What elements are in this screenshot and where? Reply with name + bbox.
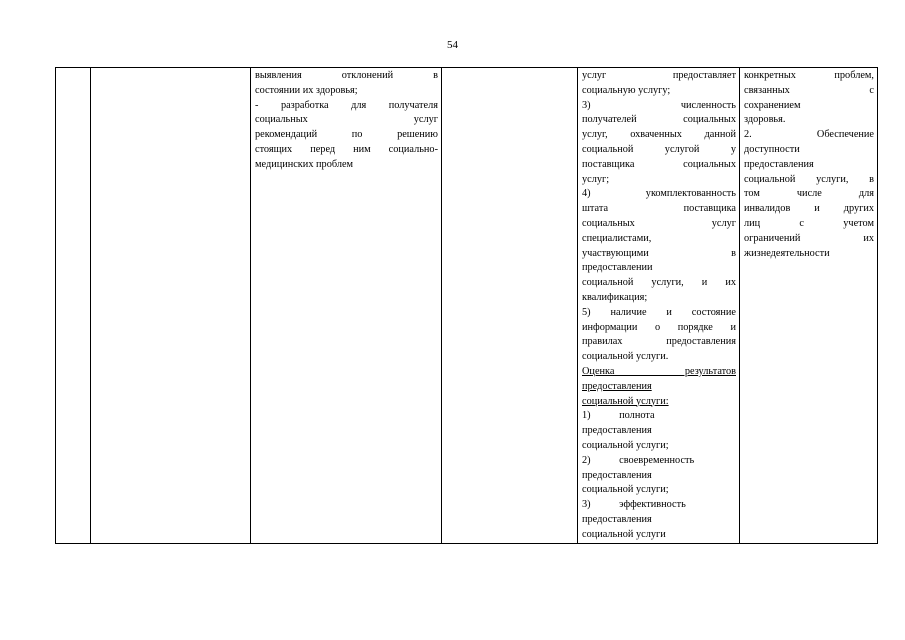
- text-line: штата поставщика: [582, 203, 736, 215]
- condition-lines: [744, 69, 874, 261]
- text-line: участвующими в: [582, 247, 736, 259]
- content-table: [55, 67, 878, 544]
- text-line: специалистами,: [582, 232, 652, 244]
- text-line: жизнедеятельности: [744, 247, 830, 259]
- cell-quality-indicators: [578, 68, 740, 544]
- text-line: услуг предоставляет: [582, 70, 736, 81]
- text-line: выявления отклонений в: [255, 70, 438, 81]
- text-line: предоставлении: [582, 262, 653, 274]
- text-line: услуг, охваченных данной: [582, 129, 736, 141]
- cell-service-conditions: [740, 68, 878, 544]
- text-line: информации о порядке и: [582, 321, 736, 333]
- text-line: социальной услуги;: [582, 484, 669, 496]
- text-line: состоянии их здоровья;: [255, 84, 358, 96]
- page-number: 54: [447, 39, 458, 51]
- text-line: доступности: [744, 143, 800, 155]
- cell-service-timeframe: [442, 68, 578, 544]
- text-line: социальной услуги, в: [744, 173, 874, 185]
- text-line: - разработка для получателя: [255, 99, 438, 111]
- cell-number: [56, 68, 91, 544]
- text-line: том числе для: [744, 188, 874, 200]
- text-line: предоставления: [582, 425, 652, 437]
- text-line: медицинских проблем: [255, 158, 354, 170]
- text-line: ограничений их: [744, 232, 874, 244]
- cell-service-name: [91, 68, 251, 544]
- text-line: Оценка результатов: [582, 365, 736, 377]
- text-line: 3) численность: [582, 99, 736, 111]
- text-line: правилах предоставления: [582, 336, 736, 348]
- text-line: связанных с: [744, 84, 874, 96]
- text-line: получателей социальных: [582, 114, 736, 126]
- description-lines: [255, 69, 438, 173]
- text-line: предоставления: [582, 380, 652, 392]
- indicator-lines: [582, 69, 736, 543]
- table-row: [56, 68, 878, 544]
- text-line: рекомендаций по решению: [255, 129, 438, 141]
- text-line: социальной услуги.: [582, 351, 669, 363]
- text-line: инвалидов и других: [744, 203, 874, 215]
- text-line: социальной услугой у: [582, 143, 736, 155]
- text-line: предоставления: [582, 469, 652, 481]
- text-line: квалификация;: [582, 291, 648, 303]
- text-line: сохранением: [744, 99, 801, 111]
- text-line: предоставления: [582, 513, 652, 525]
- text-line: социальной услуги;: [582, 439, 669, 451]
- text-line: социальной услуги, и их: [582, 277, 736, 289]
- text-line: здоровья.: [744, 114, 786, 126]
- text-line: стоящих перед ним социально-: [255, 143, 438, 155]
- text-line: социальных услуг: [582, 217, 736, 229]
- text-line: лиц с учетом: [744, 217, 874, 229]
- text-line: поставщика социальных: [582, 158, 736, 170]
- text-line: 1) полнота: [582, 410, 655, 422]
- text-line: конкретных проблем,: [744, 70, 874, 81]
- cell-service-description: [251, 68, 442, 544]
- text-line: социальную услугу;: [582, 84, 671, 96]
- text-line: 2. Обеспечение: [744, 129, 874, 141]
- text-line: 2) своевременность: [582, 454, 695, 466]
- text-line: предоставления: [744, 158, 814, 170]
- text-line: услуг;: [582, 173, 610, 185]
- text-line: 4) укомплектованность: [582, 188, 736, 200]
- text-line: 3) эффективность: [582, 499, 686, 511]
- text-line: социальной услуги:: [582, 395, 669, 407]
- text-line: социальных услуг: [255, 114, 438, 126]
- text-line: социальной услуги: [582, 528, 666, 540]
- text-line: 5) наличие и состояние: [582, 306, 736, 318]
